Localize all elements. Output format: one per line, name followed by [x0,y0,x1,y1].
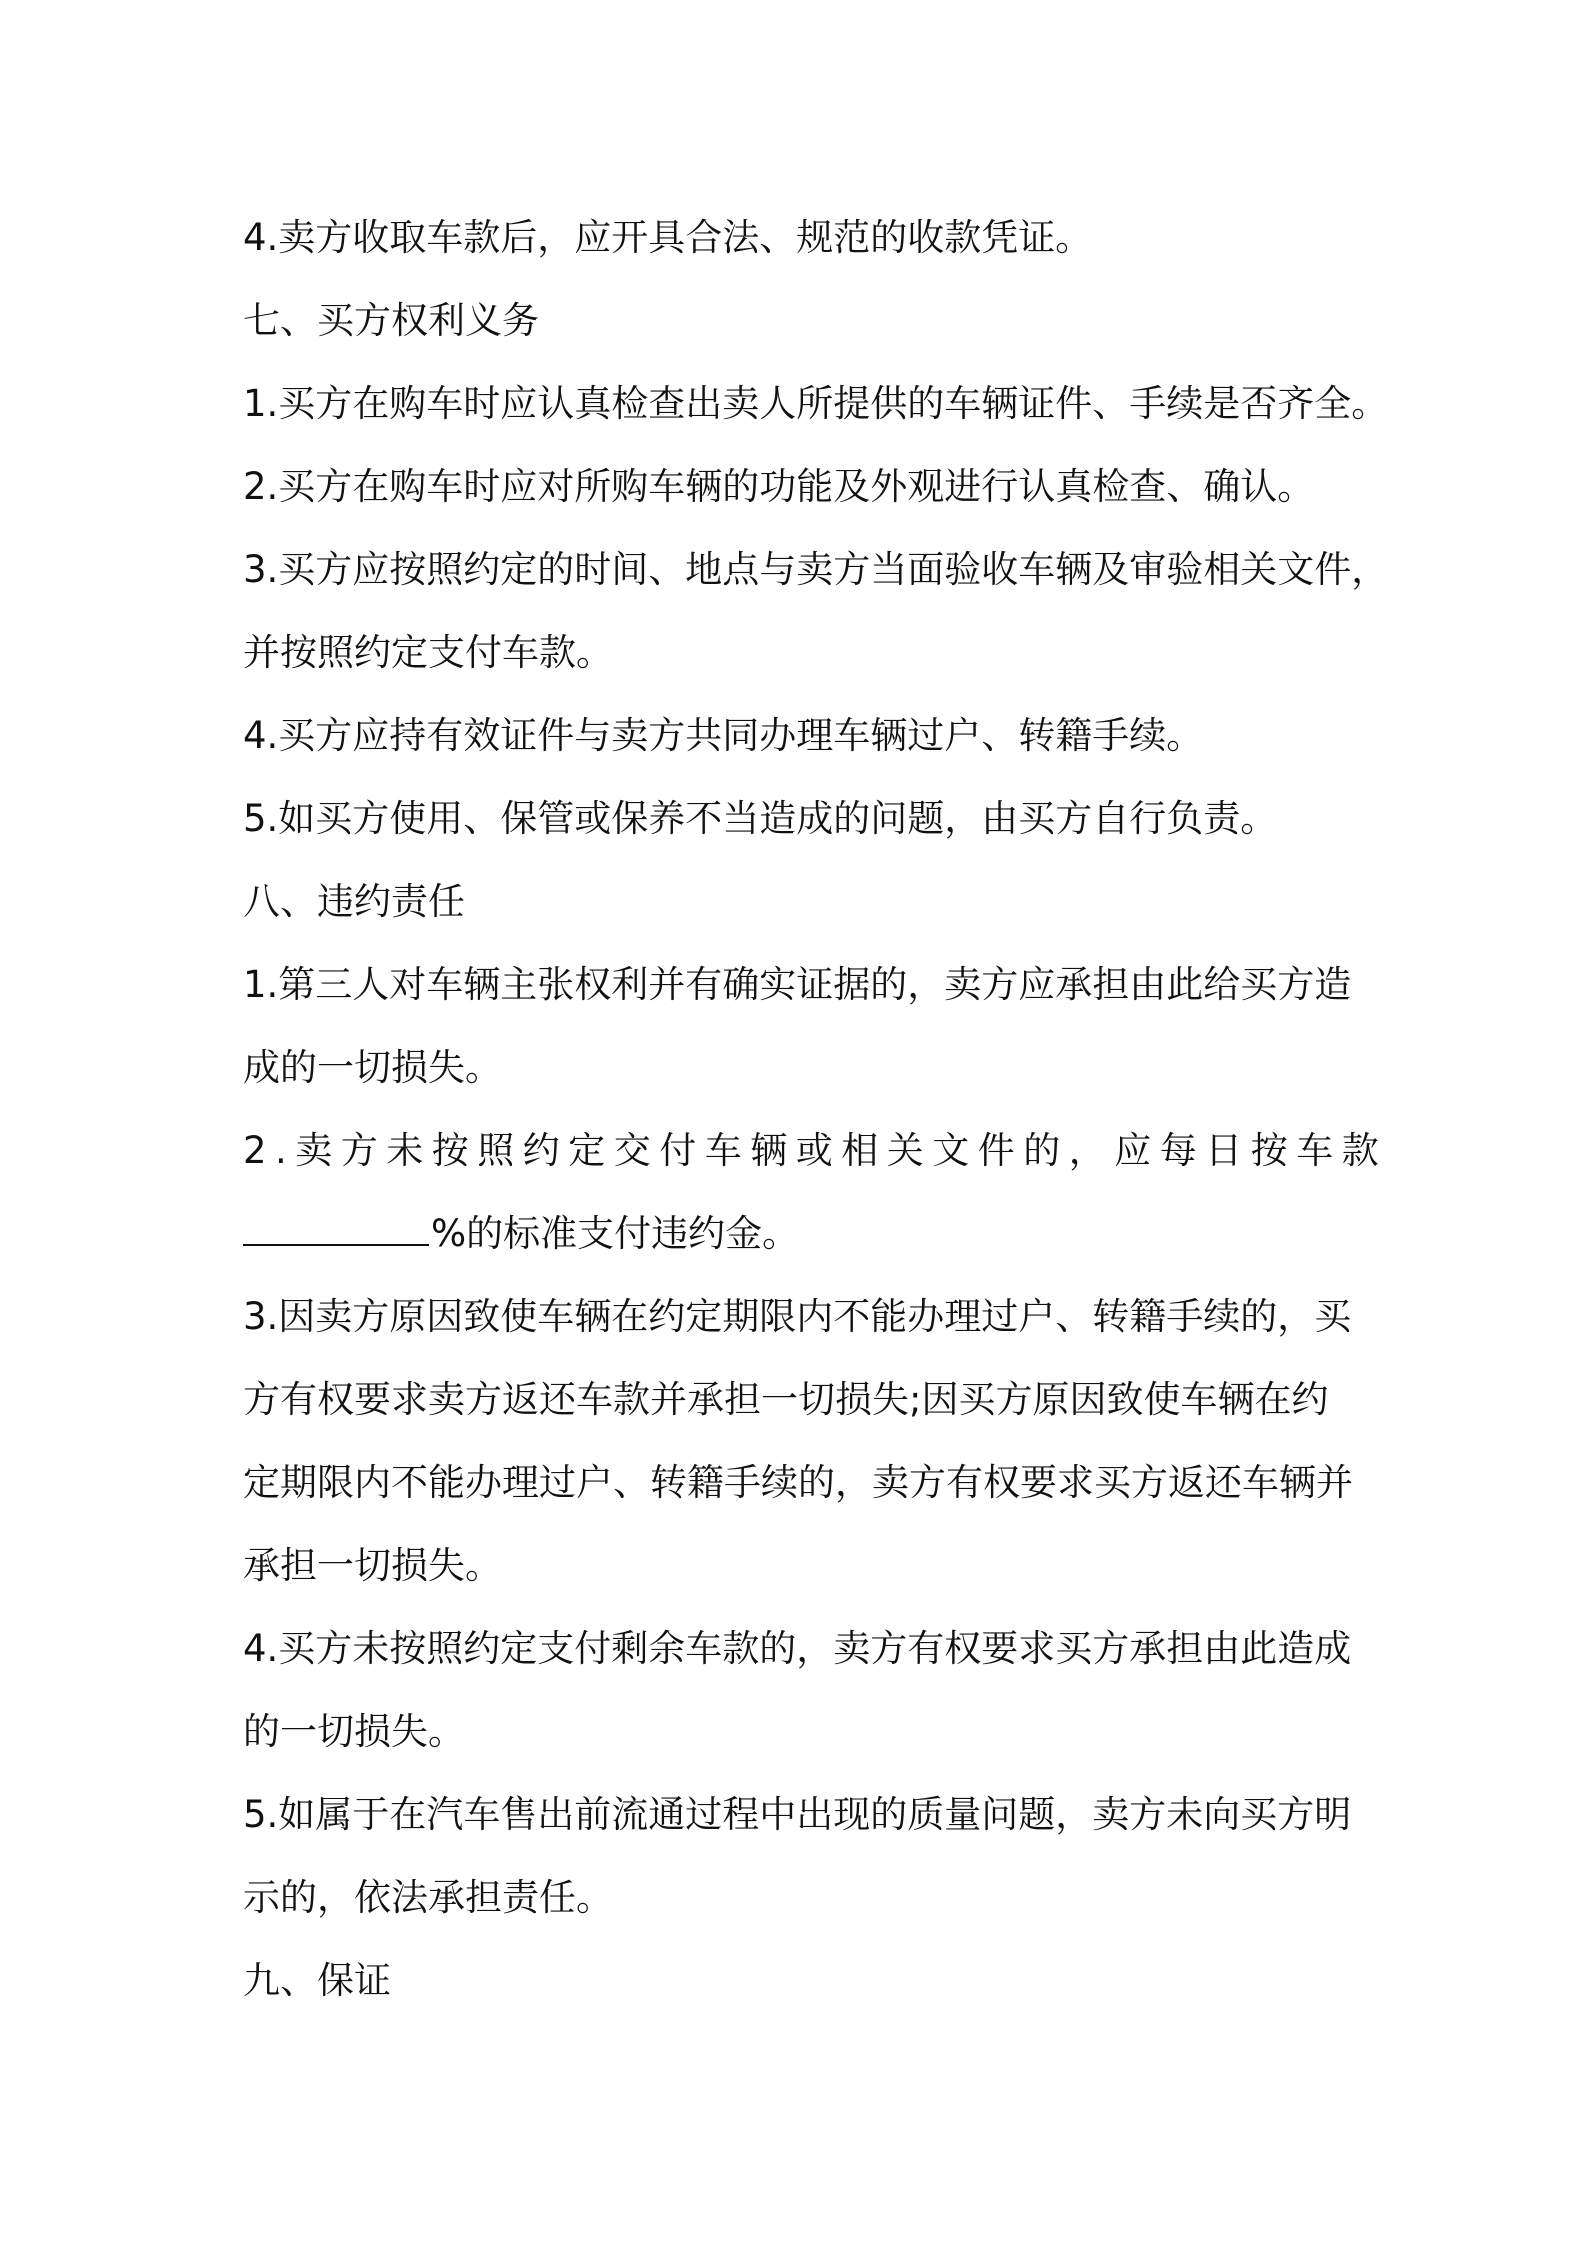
breach-clause-3-line-2: 方有权要求卖方返还车款并承担一切损失;因买方原因致使车辆在约 [243,1378,1329,1421]
section-heading-breach: 八、违约责任 [243,880,465,923]
document-body [243,196,1389,2022]
breach-clause-1-line-1: 1.第三人对车辆主张权利并有确实证据的，卖方应承担由此给买方造 [243,963,1352,1006]
breach-clause-3-line-3: 定期限内不能办理过户、转籍手续的，卖方有权要求买方返还车辆并 [243,1461,1353,1504]
seller-clause-4: 4.卖方收取车款后，应开具合法、规范的收款凭证。 [243,216,1093,259]
breach-clause-5-line-2: 示的，依法承担责任。 [243,1876,613,1919]
buyer-clause-2: 2.买方在购车时应对所购车辆的功能及外观进行认真检查、确认。 [243,465,1315,508]
breach-clause-1-line-2: 成的一切损失。 [243,1046,502,1089]
buyer-clause-1: 1.买方在购车时应认真检查出卖人所提供的车辆证件、手续是否齐全。 [243,382,1389,425]
breach-clause-4-line-1: 4.买方未按照约定支付剩余车款的，卖方有权要求买方承担由此造成 [243,1627,1352,1670]
buyer-clause-4: 4.买方应持有效证件与卖方共同办理车辆过户、转籍手续。 [243,714,1204,757]
breach-clause-2-line-2 [243,1192,1383,1275]
breach-clause-3-line-4: 承担一切损失。 [243,1544,502,1587]
buyer-clause-5: 5.如买方使用、保管或保养不当造成的问题，由买方自行负责。 [243,797,1278,840]
fill-in-blank [243,1214,429,1246]
section-heading-guarantee: 九、保证 [243,1959,391,2002]
breach-clause-5-line-1: 5.如属于在汽车售出前流通过程中出现的质量问题，卖方未向买方明 [243,1793,1352,1836]
breach-clause-4-line-2: 的一切损失。 [243,1710,465,1753]
breach-clause-2-line-2-text: %的标准支付违约金。 [431,1212,800,1255]
breach-clause-3-line-1: 3.因卖方原因致使车辆在约定期限内不能办理过户、转籍手续的，买 [243,1295,1352,1338]
buyer-clause-3-line-1: 3.买方应按照约定的时间、地点与卖方当面验收车辆及审验相关文件， [243,548,1389,591]
buyer-clause-3-line-2: 并按照约定支付车款。 [243,631,613,674]
section-heading-buyer-rights: 七、买方权利义务 [243,299,539,342]
breach-clause-2-line-1: 2.卖方未按照约定交付车辆或相关文件的，应每日按车款 [243,1129,1388,1172]
